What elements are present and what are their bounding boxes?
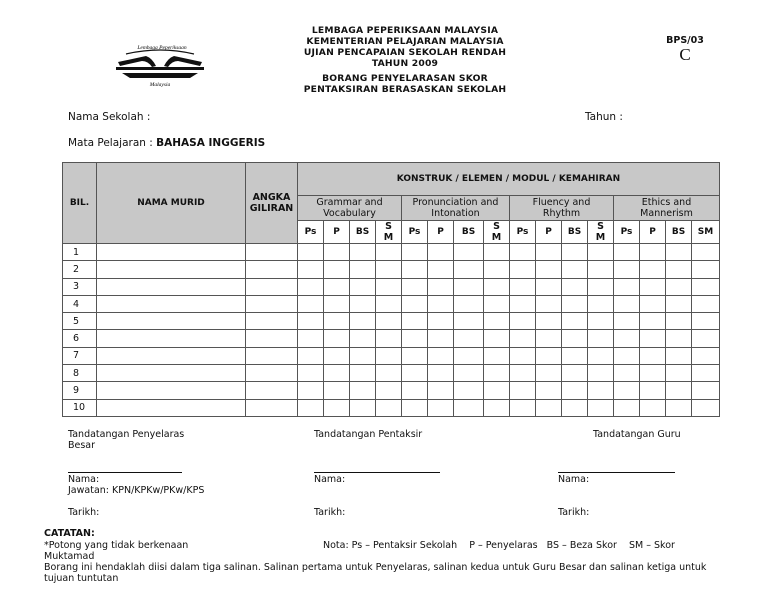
score-cell[interactable] [510, 313, 536, 330]
header-line-4: TAHUN 2009 [371, 58, 439, 69]
logo-text-bottom: Malaysia [149, 82, 171, 88]
score-cell[interactable] [428, 244, 454, 261]
cut-note [44, 540, 188, 562]
group-fluency-line1: Fluency and [532, 197, 591, 208]
score-cell[interactable] [666, 278, 692, 295]
score-cell[interactable] [324, 313, 350, 330]
score-cell[interactable] [510, 347, 536, 364]
index-number-cell[interactable] [246, 278, 298, 295]
score-cell[interactable] [692, 330, 720, 347]
student-name-cell[interactable] [97, 278, 246, 295]
index-number-cell[interactable] [246, 399, 298, 416]
sub-sm-m: M [595, 232, 606, 243]
assessor-name-label: Nama: [314, 474, 346, 485]
index-number-cell[interactable] [246, 330, 298, 347]
sub-ps: Ps [510, 221, 536, 244]
score-cell[interactable] [588, 347, 614, 364]
score-cell[interactable] [666, 261, 692, 278]
score-cell[interactable] [324, 347, 350, 364]
instruction-note [44, 562, 734, 584]
subject-label: Mata Pelajaran : [68, 137, 153, 149]
table-row [63, 244, 720, 261]
form-title-line-1: BORANG PENYELARASAN SKOR [322, 73, 488, 84]
row-number: 9 [63, 382, 97, 399]
score-cell[interactable] [484, 244, 510, 261]
score-cell[interactable] [402, 313, 428, 330]
sub-sm-m: M [491, 232, 502, 243]
student-name-cell[interactable] [97, 244, 246, 261]
student-name-cell[interactable] [97, 330, 246, 347]
score-cell[interactable] [376, 295, 402, 312]
score-cell[interactable] [298, 382, 324, 399]
score-cell[interactable] [640, 295, 666, 312]
year-label: Tahun : [585, 111, 623, 123]
coordinator-name-label: Nama: [68, 474, 100, 485]
score-cell[interactable] [536, 278, 562, 295]
score-cell[interactable] [350, 244, 376, 261]
document-header [240, 25, 570, 95]
score-cell[interactable] [402, 399, 428, 416]
score-cell[interactable] [454, 295, 484, 312]
score-cell[interactable] [298, 313, 324, 330]
coordinator-signature-line [68, 472, 182, 473]
score-cell[interactable] [298, 365, 324, 382]
header-construct: KONSTRUK / ELEMEN / MODUL / KEMAHIRAN [298, 163, 720, 196]
sub-sm-s: S [597, 221, 604, 232]
sub-p: P [536, 221, 562, 244]
row-number: 7 [63, 347, 97, 364]
sub-p: P [640, 221, 666, 244]
instruction-line2: tujuan tuntutan [44, 573, 119, 584]
score-cell[interactable] [376, 330, 402, 347]
row-number: 2 [63, 261, 97, 278]
score-cell[interactable] [562, 330, 588, 347]
score-cell[interactable] [376, 382, 402, 399]
score-table [62, 162, 720, 417]
score-cell[interactable] [614, 261, 640, 278]
header-line-1: LEMBAGA PEPERIKSAAN MALAYSIA [311, 25, 499, 36]
sub-ps: Ps [298, 221, 324, 244]
score-cell[interactable] [454, 278, 484, 295]
notes-title: CATATAN: [44, 528, 95, 539]
score-cell[interactable] [376, 399, 402, 416]
score-cell[interactable] [402, 365, 428, 382]
sub-bs: BS [454, 221, 484, 244]
score-cell[interactable] [428, 365, 454, 382]
logo-text-top: Lembaga Peperiksaan [137, 45, 187, 51]
cut-note-line1: *Potong yang tidak berkenaan [44, 540, 189, 551]
student-name-cell[interactable] [97, 313, 246, 330]
score-cell[interactable] [562, 365, 588, 382]
score-cell[interactable] [640, 261, 666, 278]
student-name-cell[interactable] [97, 365, 246, 382]
score-cell[interactable] [298, 244, 324, 261]
score-cell[interactable] [640, 244, 666, 261]
coordinator-position-label: Jawatan: KPN/KPKw/PKw/KPS [68, 485, 205, 496]
score-cell[interactable] [454, 399, 484, 416]
score-cell[interactable] [324, 278, 350, 295]
score-cell[interactable] [588, 313, 614, 330]
score-cell[interactable] [614, 365, 640, 382]
row-number: 3 [63, 278, 97, 295]
score-cell[interactable] [428, 382, 454, 399]
score-cell[interactable] [562, 347, 588, 364]
group-grammar-line2: Vocabulary [323, 208, 376, 219]
header-line-3: UJIAN PENCAPAIAN SEKOLAH RENDAH [303, 47, 507, 58]
header-index-number-line1: ANGKA [252, 192, 291, 203]
row-number: 6 [63, 330, 97, 347]
score-cell[interactable] [350, 347, 376, 364]
score-cell[interactable] [510, 261, 536, 278]
score-cell[interactable] [692, 261, 720, 278]
score-cell[interactable] [298, 295, 324, 312]
student-name-cell[interactable] [97, 261, 246, 278]
score-cell[interactable] [614, 330, 640, 347]
row-number: 8 [63, 365, 97, 382]
score-cell[interactable] [298, 278, 324, 295]
score-cell[interactable] [562, 313, 588, 330]
score-cell[interactable] [428, 295, 454, 312]
score-cell[interactable] [692, 347, 720, 364]
score-cell[interactable] [484, 261, 510, 278]
score-cell[interactable] [588, 244, 614, 261]
score-cell[interactable] [428, 347, 454, 364]
score-cell[interactable] [484, 399, 510, 416]
score-cell[interactable] [510, 399, 536, 416]
form-title-line-2: PENTAKSIRAN BERASASKAN SEKOLAH [303, 84, 507, 95]
row-number: 10 [63, 399, 97, 416]
score-cell[interactable] [484, 278, 510, 295]
score-cell[interactable] [692, 399, 720, 416]
score-cell[interactable] [536, 347, 562, 364]
score-cell[interactable] [536, 261, 562, 278]
instruction-line1: Borang ini hendaklah diisi dalam tiga salinan. Salinan pertama untuk Penyelaras, salinan kedua untuk Guru Besar dan salinan ketiga untuk [44, 562, 707, 573]
score-cell[interactable] [666, 244, 692, 261]
score-cell[interactable] [536, 244, 562, 261]
score-cell[interactable] [402, 295, 428, 312]
score-cell[interactable] [298, 347, 324, 364]
sub-p: P [324, 221, 350, 244]
score-cell[interactable] [376, 365, 402, 382]
student-name-cell[interactable] [97, 295, 246, 312]
table-row [63, 313, 720, 330]
sub-sm: SM [692, 221, 720, 244]
group-ethics [614, 196, 720, 221]
student-name-cell[interactable] [97, 399, 246, 416]
header-index-number-line2: GILIRAN [249, 203, 294, 214]
score-cell[interactable] [588, 399, 614, 416]
form-code-text: BPS/03 [666, 35, 704, 46]
sub-ps: Ps [614, 221, 640, 244]
row-number: 5 [63, 313, 97, 330]
assessor-date-label: Tarikh: [314, 507, 346, 518]
score-cell[interactable] [454, 313, 484, 330]
score-cell[interactable] [640, 347, 666, 364]
score-cell[interactable] [350, 295, 376, 312]
lpm-logo [112, 40, 208, 90]
sub-sm-s: S [493, 221, 500, 232]
sub-p: P [428, 221, 454, 244]
score-cell[interactable] [454, 365, 484, 382]
score-cell[interactable] [350, 399, 376, 416]
group-pronunciation [402, 196, 510, 221]
score-cell[interactable] [402, 382, 428, 399]
score-cell[interactable] [376, 244, 402, 261]
score-cell[interactable] [666, 382, 692, 399]
score-cell[interactable] [298, 399, 324, 416]
assessor-signature-line [314, 472, 440, 473]
header-line-2: KEMENTERIAN PELAJARAN MALAYSIA [306, 36, 504, 47]
group-fluency [510, 196, 614, 221]
score-cell[interactable] [536, 330, 562, 347]
assessor-signature-label: Tandatangan Pentaksir [314, 429, 423, 440]
score-cell[interactable] [510, 295, 536, 312]
score-cell[interactable] [588, 278, 614, 295]
score-cell[interactable] [536, 313, 562, 330]
headmaster-signature-line [558, 472, 675, 473]
score-cell[interactable] [510, 382, 536, 399]
score-cell[interactable] [324, 244, 350, 261]
index-number-cell[interactable] [246, 244, 298, 261]
score-cell[interactable] [588, 295, 614, 312]
score-cell[interactable] [666, 347, 692, 364]
group-ethics-line1: Ethics and [641, 197, 692, 208]
student-name-cell[interactable] [97, 347, 246, 364]
score-cell[interactable] [350, 278, 376, 295]
index-number-cell[interactable] [246, 261, 298, 278]
score-cell[interactable] [350, 382, 376, 399]
group-pronunciation-line2: Intonation [431, 208, 480, 219]
row-number: 4 [63, 295, 97, 312]
score-cell[interactable] [510, 278, 536, 295]
sub-sm [376, 221, 402, 244]
score-cell[interactable] [350, 330, 376, 347]
subject-value: BAHASA INGGERIS [156, 137, 266, 149]
table-body [63, 244, 720, 417]
score-cell[interactable] [562, 278, 588, 295]
score-cell[interactable] [376, 278, 402, 295]
score-cell[interactable] [484, 365, 510, 382]
index-number-cell[interactable] [246, 365, 298, 382]
score-cell[interactable] [692, 382, 720, 399]
score-cell[interactable] [614, 295, 640, 312]
score-cell[interactable] [402, 330, 428, 347]
score-cell[interactable] [614, 382, 640, 399]
score-cell[interactable] [536, 295, 562, 312]
score-cell[interactable] [562, 244, 588, 261]
score-cell[interactable] [454, 347, 484, 364]
header-student-name: NAMA MURID [97, 163, 246, 244]
sub-bs: BS [666, 221, 692, 244]
score-cell[interactable] [614, 399, 640, 416]
index-number-cell[interactable] [246, 347, 298, 364]
score-cell[interactable] [640, 278, 666, 295]
score-cell[interactable] [692, 365, 720, 382]
score-cell[interactable] [588, 261, 614, 278]
index-number-cell[interactable] [246, 382, 298, 399]
score-cell[interactable] [376, 261, 402, 278]
table-row [63, 278, 720, 295]
score-cell[interactable] [692, 244, 720, 261]
score-cell[interactable] [692, 313, 720, 330]
sub-sm-s: S [385, 221, 392, 232]
score-cell[interactable] [350, 365, 376, 382]
score-cell[interactable] [484, 347, 510, 364]
cut-note-line2: Muktamad [44, 551, 95, 562]
score-cell[interactable] [536, 382, 562, 399]
sub-sm [484, 221, 510, 244]
score-cell[interactable] [510, 365, 536, 382]
score-cell[interactable] [350, 261, 376, 278]
score-cell[interactable] [484, 330, 510, 347]
score-cell[interactable] [428, 330, 454, 347]
score-cell[interactable] [350, 313, 376, 330]
header-index-number [246, 163, 298, 244]
table-row [63, 330, 720, 347]
legend-note: Nota: Ps – Pentaksir Sekolah P – Penyelaras BS – Beza Skor SM – Skor [323, 540, 675, 551]
score-cell[interactable] [324, 295, 350, 312]
score-cell[interactable] [536, 399, 562, 416]
table-row [63, 261, 720, 278]
score-cell[interactable] [666, 365, 692, 382]
row-number: 1 [63, 244, 97, 261]
score-cell[interactable] [402, 347, 428, 364]
score-cell[interactable] [376, 313, 402, 330]
coordinator-details [68, 474, 204, 496]
score-cell[interactable] [484, 313, 510, 330]
score-cell[interactable] [402, 261, 428, 278]
score-cell[interactable] [454, 330, 484, 347]
school-name-label: Nama Sekolah : [68, 111, 151, 123]
score-cell[interactable] [614, 313, 640, 330]
score-cell[interactable] [510, 244, 536, 261]
coordinator-signature-line1: Tandatangan Penyelaras [68, 429, 185, 440]
form-code [650, 35, 720, 64]
coordinator-date-label: Tarikh: [68, 507, 100, 518]
score-cell[interactable] [588, 382, 614, 399]
score-cell[interactable] [588, 365, 614, 382]
group-ethics-line2: Mannerism [640, 208, 693, 219]
score-cell[interactable] [402, 278, 428, 295]
sub-ps: Ps [402, 221, 428, 244]
group-pronunciation-line1: Pronunciation and [412, 197, 499, 208]
score-cell[interactable] [562, 295, 588, 312]
headmaster-name-label: Nama: [558, 474, 590, 485]
score-cell[interactable] [640, 365, 666, 382]
table-row [63, 399, 720, 416]
score-cell[interactable] [428, 261, 454, 278]
sub-sm [588, 221, 614, 244]
score-cell[interactable] [454, 261, 484, 278]
score-cell[interactable] [614, 278, 640, 295]
score-cell[interactable] [536, 365, 562, 382]
score-cell[interactable] [298, 330, 324, 347]
lpm-logo-icon [112, 40, 208, 90]
score-cell[interactable] [588, 330, 614, 347]
score-cell[interactable] [666, 295, 692, 312]
coordinator-signature-line2: Besar [68, 440, 96, 451]
table-row [63, 347, 720, 364]
header-bil: BIL. [63, 163, 97, 244]
score-cell[interactable] [666, 313, 692, 330]
sub-bs: BS [350, 221, 376, 244]
score-cell[interactable] [666, 330, 692, 347]
score-cell[interactable] [428, 278, 454, 295]
form-letter: C [679, 45, 691, 64]
score-cell[interactable] [692, 278, 720, 295]
group-fluency-line2: Rhythm [542, 208, 581, 219]
score-cell[interactable] [484, 295, 510, 312]
score-cell[interactable] [484, 382, 510, 399]
score-cell[interactable] [614, 347, 640, 364]
table-row [63, 365, 720, 382]
score-cell[interactable] [510, 330, 536, 347]
student-name-cell[interactable] [97, 382, 246, 399]
subject-row [68, 137, 265, 149]
score-cell[interactable] [614, 244, 640, 261]
score-cell[interactable] [324, 382, 350, 399]
table-row [63, 295, 720, 312]
score-cell[interactable] [640, 382, 666, 399]
table-row [63, 382, 720, 399]
score-cell[interactable] [692, 295, 720, 312]
score-cell[interactable] [324, 399, 350, 416]
score-cell[interactable] [324, 330, 350, 347]
score-cell[interactable] [666, 399, 692, 416]
score-cell[interactable] [640, 330, 666, 347]
score-cell[interactable] [376, 347, 402, 364]
score-cell[interactable] [298, 261, 324, 278]
sub-bs: BS [562, 221, 588, 244]
index-number-cell[interactable] [246, 313, 298, 330]
score-cell[interactable] [562, 261, 588, 278]
score-cell[interactable] [428, 313, 454, 330]
score-cell[interactable] [428, 399, 454, 416]
headmaster-date-label: Tarikh: [558, 507, 590, 518]
score-cell[interactable] [562, 399, 588, 416]
sub-sm-m: M [383, 232, 394, 243]
group-grammar [298, 196, 402, 221]
score-cell[interactable] [640, 399, 666, 416]
coordinator-signature-label [68, 429, 184, 451]
index-number-cell[interactable] [246, 295, 298, 312]
headmaster-signature-label: Tandatangan Guru [593, 429, 681, 440]
score-cell[interactable] [324, 365, 350, 382]
score-cell[interactable] [640, 313, 666, 330]
group-grammar-line1: Grammar and [316, 197, 383, 208]
score-cell[interactable] [454, 244, 484, 261]
score-cell[interactable] [454, 382, 484, 399]
score-cell[interactable] [562, 382, 588, 399]
score-cell[interactable] [402, 244, 428, 261]
score-cell[interactable] [324, 261, 350, 278]
